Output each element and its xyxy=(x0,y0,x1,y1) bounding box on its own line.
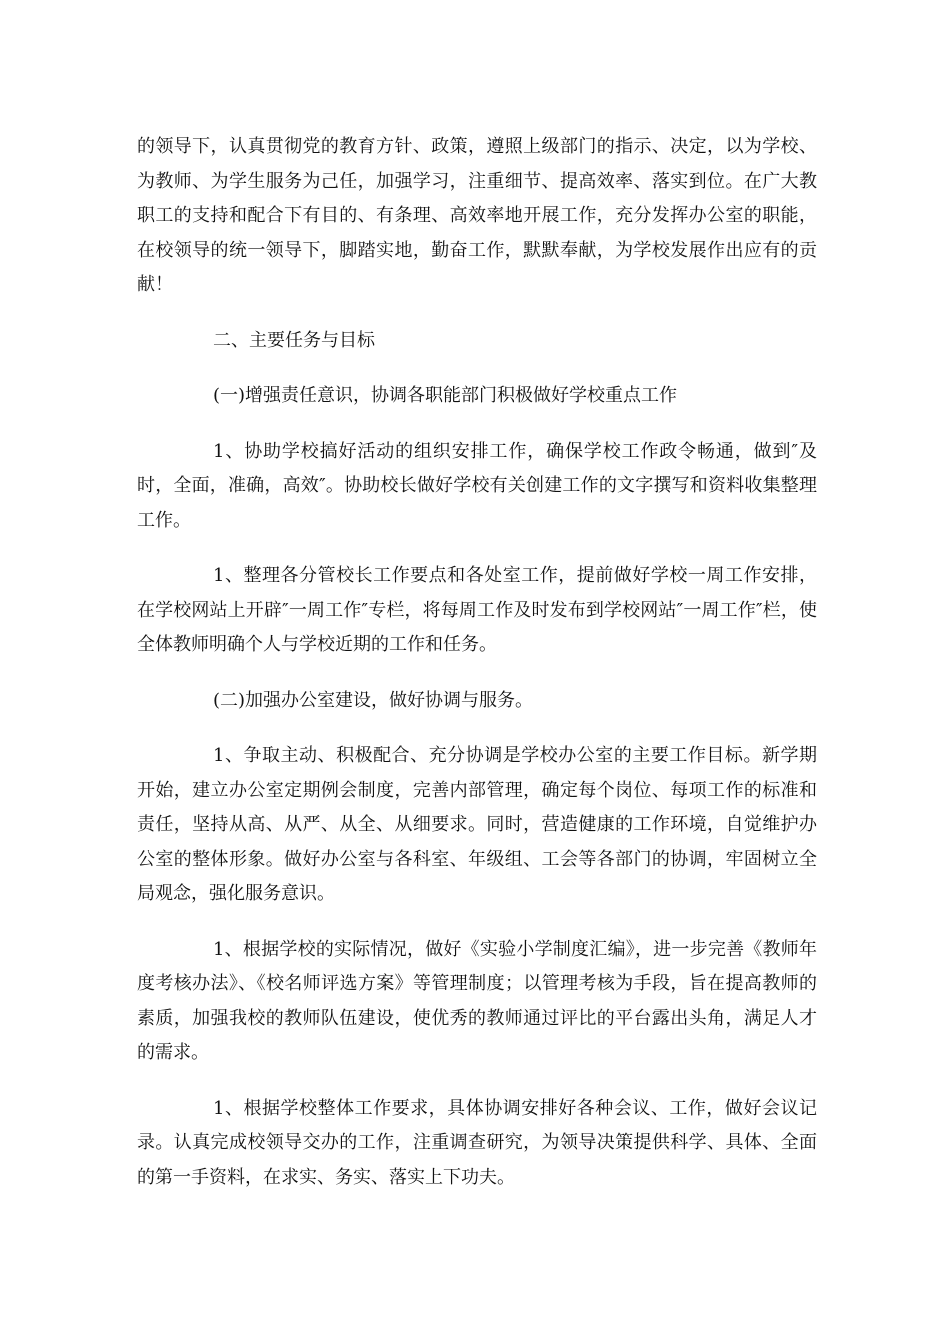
paragraph-regulations: 1、根据学校的实际情况，做好《实验小学制度汇编》，进一步完善《教师年度考核办法》、《校名师评选方案》等管理制度；以管理考核为手段，旨在提高教师的素质，加强我校的教师队伍建设，使优秀的教师通过评比的平台露出头角，满足人才的需求。 xyxy=(137,938,817,1063)
paragraph-activity-organization: 1、协助学校搞好活动的组织安排工作，确保学校工作政令畅通，做到″及时，全面，准确，高效″。协助校长做好学校有关创建工作的文字撰写和资料收集整理工作。 xyxy=(137,440,817,531)
paragraph-intro-continuation: 的领导下，认真贯彻党的教育方针、政策，遵照上级部门的指示、决定，以为学校、为教师、为学生服务为己任，加强学习，注重细节、提高效率、落实到位。在广大教职工的支持和配合下有目的、有条理、高效率地开展工作，充分发挥办公室的职能，在校领导的统一领导下，脚踏实地，勤奋工作，默默奉献，为学校发展作出应有的贡献！ xyxy=(137,136,817,295)
subsection-heading-office-building: (二)加强办公室建设，做好协调与服务。 xyxy=(213,689,534,711)
paragraph-meetings: 1、根据学校整体工作要求，具体协调安排好各种会议、工作，做好会议记录。认真完成校领导交办的工作，注重调查研究，为领导决策提供科学、具体、全面的第一手资料，在求实、务实、落实上下功夫。 xyxy=(137,1097,817,1188)
paragraph-office-goals: 1、争取主动、积极配合、充分协调是学校办公室的主要工作目标。新学期开始，建立办公室定期例会制度，完善内部管理，确定每个岗位、每项工作的标准和责任，坚持从高、从严、从全、从细要求。同时，营造健康的工作环境，自觉维护办公室的整体形象。做好办公室与各科室、年级组、工会等各部门的协调，牢固树立全局观念，强化服务意识。 xyxy=(137,745,817,904)
subsection-heading-responsibility: (一)增强责任意识，协调各职能部门积极做好学校重点工作 xyxy=(213,385,678,406)
paragraph-weekly-schedule: 1、整理各分管校长工作要点和各处室工作，提前做好学校一周工作安排，在学校网站上开辟″一周工作″专栏，将每周工作及时发布到学校网站″一周工作″栏，使全体教师明确个人与学校近期的工作和任务。 xyxy=(137,565,817,655)
section-heading-main-tasks: 二、主要任务与目标 xyxy=(213,329,375,351)
document-body xyxy=(137,130,817,1216)
